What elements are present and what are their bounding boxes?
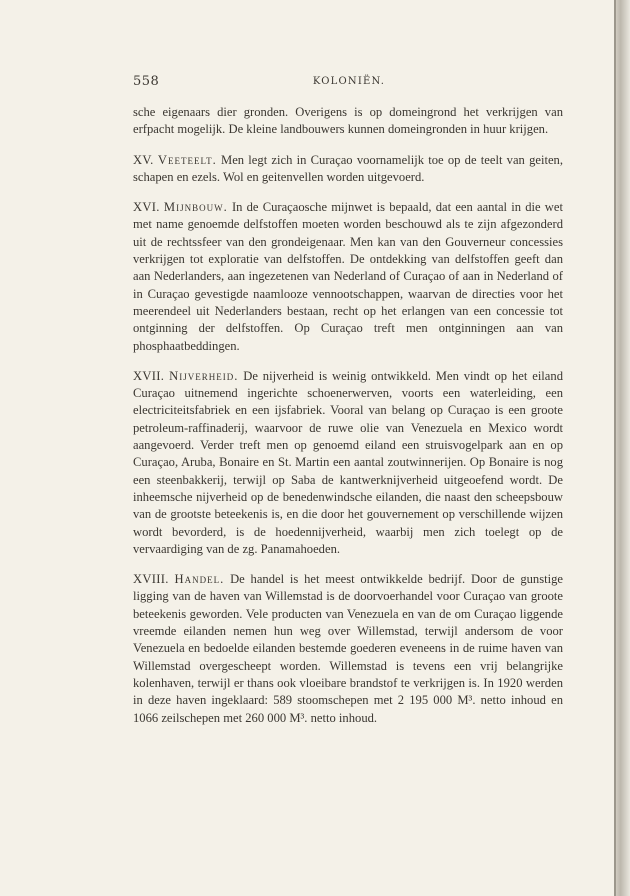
paragraph-text: De nijverheid is weinig ontwikkeld. Men vindt op het eiland Curaçao uitnemend ingerichte schoenerwerven, voorts een waterleiding, een electriciteitsfabriek en een ijsfabriek. Vooral van belang op Curaçao is een groote petroleum-raffinaderij, waarvoor de ruwe olie van Venezuela en Mexico wordt aangevoerd. Verder treft men op genoemd eiland een struisvogelpark aan en op Curaçao, Aruba, Bonaire en St. Martin een aantal zoutwinnerijen. Op Bonaire is nog een steenbakkerij, terwijl op Saba de kantwerknijverheid uitgeoefend wordt. De inheemsche nijverheid op de benedenwindsche eilanden, die naast den scheepsbouw van de grootste beteekenis is, en die door het gouvernement op verschillende wijzen wordt bevorderd, is de hoedennijverheid, waarbij men zich toelegt op de vervaardiging van de zg. Panamahoeden. (133, 368, 563, 556)
paragraph-text: De handel is het meest ontwikkelde bedrijf. Door de gunstige ligging van de haven van Willemstad is de doorvoerhandel voor Curaçao van groote beteekenis geworden. Vele producten van Venezuela en van de om Curaçao liggende vreemde eilanden nemen hun weg over Willemstad, terwijl andersom de voor Venezuela en bedoelde eilanden bestemde goederen eveneens in de ruime haven van Willemstad overgescheept worden. Willemstad is tevens een vrij belangrijke kolenhaven, terwijl er thans ook vloeibare brandstof te verkrijgen is. In 1920 werden in deze haven ingeklaard: 589 stoomschepen met 2 195 000 M³. netto inhoud en 1066 zeilschepen met 260 000 M³. netto inhoud. (133, 572, 563, 725)
page-edge (614, 0, 630, 896)
paragraph-veeteelt (133, 152, 563, 187)
page-edge-line (614, 0, 616, 896)
paragraph-mijnbouw (133, 199, 563, 355)
section-heading: Mijnbouw. (163, 200, 228, 215)
paragraph-text: sche eigenaars dier gronden. Overigens is op domeingrond het verkrijgen van erfpacht mogelijk. De kleine landbouwers kunnen domeingronden in huur krijgen. (133, 105, 563, 137)
paragraph-text: In de Curaçaosche mijnwet is bepaald, dat een aantal in die wet met name genoemde delfstoffen moeten worden beschouwd als te zijn afgezonderd uit de rechtssfeer van den grondeigenaar. Men kan van den Gouverneur concessies verkrijgen tot exploratie van delfstoffen. De ontdekking van delfstoffen geeft dan aan Nederlanders, aan ingezetenen van Nederland of Curaçao of aan in Nederland of in Curaçao gevestigde naamlooze vennootschappen, waarvan de directies voor het meerendeel uit Nederlanders bestaan, recht op het erlangen van een concessie tot ontginning der delfstoffen. Op Curaçao treft men ontginningen aan van phosphaatbeddingen. (133, 200, 563, 353)
page-body (133, 104, 563, 740)
section-heading: Handel. (174, 572, 225, 587)
section-number: XVI. (133, 200, 160, 215)
section-heading: Veeteelt. (157, 152, 217, 167)
section-number: XVII. (133, 368, 165, 383)
section-number: XV. (133, 152, 154, 167)
paragraph-nijverheid (133, 368, 563, 558)
section-heading: Nijverheid. (169, 368, 239, 383)
paragraph-text: Men legt zich in Curaçao voornamelijk toe op de teelt van geiten, schapen en ezels. Wol en geitenvellen worden uitgevoerd. (133, 152, 563, 184)
page-header (133, 74, 565, 94)
section-number: XVIII. (133, 572, 169, 587)
paragraph-continuation (133, 104, 563, 139)
page-number: 558 (133, 74, 160, 89)
paragraph-handel (133, 571, 563, 727)
running-head: KOLONIËN. (312, 76, 386, 87)
